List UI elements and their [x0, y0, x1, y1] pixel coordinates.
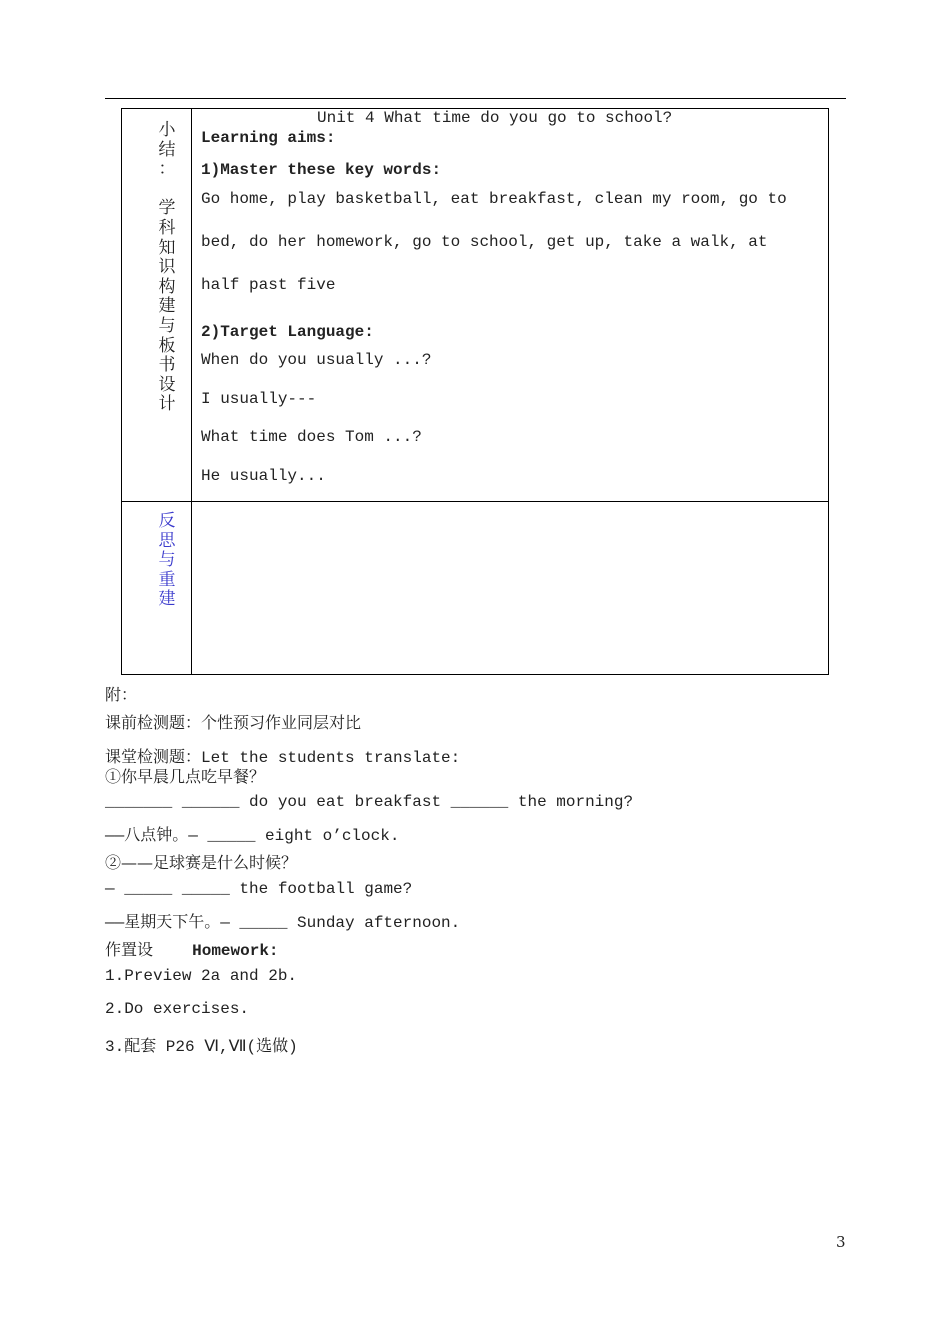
side-char: 小: [158, 120, 176, 140]
reflection-row: [122, 502, 828, 675]
side-char: 设: [158, 374, 176, 395]
target-line: I usually---: [201, 390, 317, 408]
homework-item: 2.Do exercises.: [105, 1000, 250, 1018]
pre-check-line: 课前检测题：个性预习作业同层对比: [105, 713, 362, 732]
question-2-answer: ——星期天下午。— _____ Sunday afternoon.: [105, 914, 461, 932]
side-char: 反: [158, 511, 176, 531]
target-line: He usually...: [201, 467, 326, 485]
target-language-heading: 2)Target Language:: [201, 323, 374, 341]
lesson-table: [121, 108, 829, 675]
header-rule: [105, 98, 846, 99]
side-char: 重: [158, 569, 176, 590]
key-words-line: Go home, play basketball, eat breakfast, clean my room, go to: [201, 190, 787, 208]
homework-label-en: Homework:: [192, 942, 279, 960]
homework-item: 3.配套 P26 Ⅵ,Ⅶ(选做): [105, 1038, 298, 1056]
summary-side-label: [156, 121, 178, 415]
side-char: 知: [158, 237, 176, 258]
side-char: 建: [158, 589, 176, 610]
homework-heading: [105, 937, 279, 960]
question-2-cn: ②——足球赛是什么时候？: [105, 853, 298, 872]
key-words-line: half past five: [201, 276, 336, 294]
question-1-cn: ①你早晨几点吃早餐？: [105, 767, 266, 786]
target-line: When do you usually ...?: [201, 351, 432, 369]
side-char: 学: [158, 198, 176, 219]
appendix-label: 附：: [105, 685, 138, 704]
side-char: 计: [158, 394, 176, 415]
side-char: 与: [158, 550, 176, 571]
side-char: 板: [158, 335, 176, 356]
question-1-answer: ——八点钟。— _____ eight o’clock.: [105, 827, 400, 845]
reflect-side-label: [156, 512, 178, 610]
question-1-en: _______ ______ do you eat breakfast ______ the morning?: [105, 793, 634, 811]
key-words-heading: 1)Master these key words:: [201, 161, 442, 179]
side-char: 思: [158, 530, 176, 551]
side-char: 结: [158, 139, 176, 160]
summary-row: [122, 109, 828, 502]
side-char: 建: [158, 296, 176, 317]
side-char-spacer: [156, 180, 178, 200]
side-char: 科: [158, 217, 176, 238]
learning-aims-heading: Learning aims:: [201, 129, 336, 147]
side-char: 与: [158, 315, 176, 336]
side-char: 书: [158, 355, 176, 376]
page-number: 3: [836, 1233, 846, 1251]
homework-item: 1.Preview 2a and 2b.: [105, 967, 298, 985]
unit-title: Unit 4 What time do you go to school?: [317, 109, 673, 127]
key-words-line: bed, do her homework, go to school, get up, take a walk, at: [201, 233, 768, 251]
question-2-en: — _____ _____ the football game?: [105, 880, 413, 898]
side-char: 构: [158, 276, 176, 297]
side-char: 识: [158, 257, 176, 278]
homework-label-cn: 作置设: [105, 940, 154, 959]
class-check-line: 课堂检测题：Let the students translate:: [105, 749, 461, 767]
side-char: ：: [158, 159, 176, 180]
target-line: What time does Tom ...?: [201, 428, 422, 446]
